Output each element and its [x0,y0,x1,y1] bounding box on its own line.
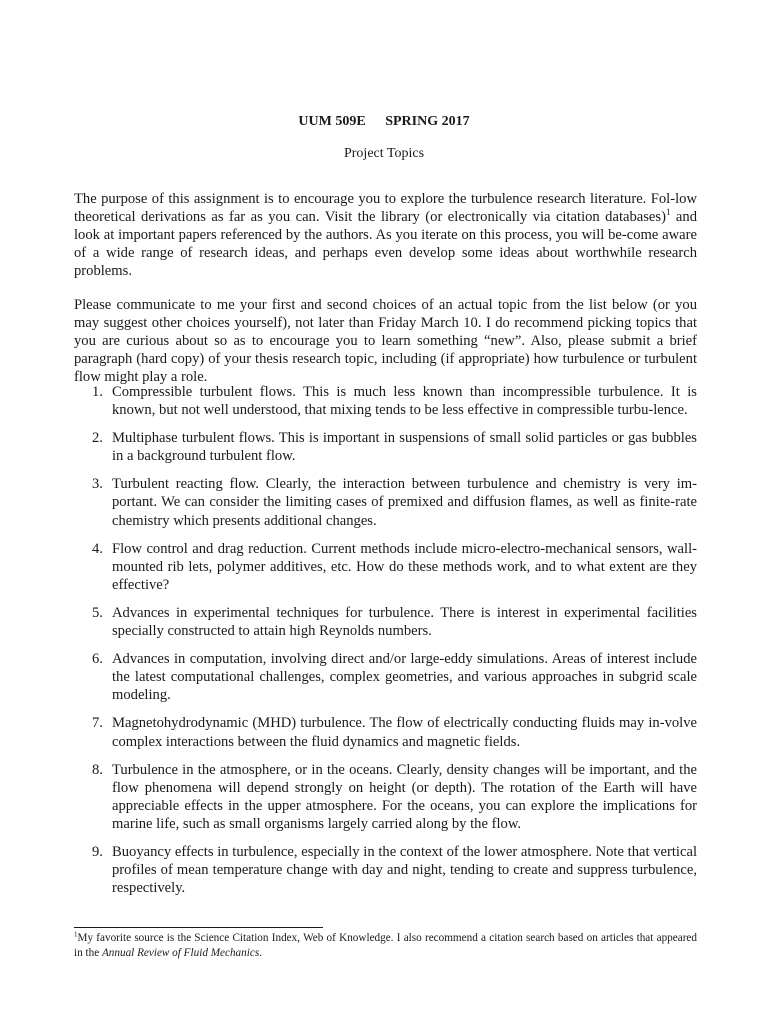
topic-item [74,843,697,897]
intro-paragraph-1-text-b: and look at important papers referenced by the authors. As you iterate on this process, you will be-come aware of a wide range of research ideas, and perhaps even develop some ideas about worthwhile research problems. [74,209,697,280]
footnote-text-b: . [259,947,262,959]
topic-number: 8. [92,761,103,778]
topic-text: Compressible turbulent flows. This is much less known than incompressible turbulence. It is known, but not well understood, that mixing tends to be less effective in compressible turbu-lence. [112,384,697,419]
topic-item [74,475,697,529]
intro-paragraph-2: Please communicate to me your first and second choices of an actual topic from the list below (or you may suggest other choices yourself), not later than Friday March 10. I do recommend picking topics that you are curious about so as to encourage you to learn something “new”. Also, please submit a brief paragraph (hard copy) of your thesis research topic, including (if appropriate) how turbulence or turbulent flow might play a role. [74,297,697,386]
topic-text: Advances in computation, involving direct and/or large-eddy simulations. Areas of interest include the latest computational challenges, complex geometries, and various approaches in subgrid scale modeling. [112,651,697,704]
topic-item [74,650,697,704]
topic-item [74,383,697,419]
topic-number: 5. [92,604,103,621]
topic-number: 4. [92,540,103,557]
topic-number: 7. [92,715,103,732]
topic-text: Multiphase turbulent flows. This is important in suspensions of small solid particles or gas bubbles in a background turbulent flow. [112,430,697,465]
topic-number: 1. [92,384,103,400]
topic-item [74,429,697,465]
topic-text: Magnetohydrodynamic (MHD) turbulence. The flow of electrically conducting fluids may in-volve complex interactions between the fluid dynamics and magnetic fields. [112,715,697,750]
topic-number: 9. [92,843,103,860]
course-header [0,114,768,130]
topic-number: 6. [92,651,103,668]
topic-text: Buoyancy effects in turbulence, especially in the context of the lower atmosphere. Note that vertical profiles of mean temperature change with day and night, tending to create and suppress turbulence, respectively. [112,843,697,897]
topic-number: 3. [92,476,103,493]
topic-list [74,383,697,907]
page-subtitle: Project Topics [343,146,425,161]
footnote-reference: 1 [665,207,671,218]
footnote-journal: Annual Review of Fluid Mechanics [101,947,260,959]
topic-item [74,714,697,750]
topic-item [74,604,697,640]
footnote-text-a: My favorite source is the Science Citation Index, Web of Knowledge. I also recommend a citation search based on articles that appeared in the [74,932,697,959]
topic-item [74,761,697,833]
topic-text: Turbulence in the atmosphere, or in the oceans. Clearly, density changes will be important, and the flow phenomena will depend strongly on height (or depth). The rotation of the Earth will have appreciable effects in the upper atmosphere. For the oceans, you can explore the implications for marine life, such as small organisms largely carried along by the flow. [112,761,697,832]
footnote [74,931,697,961]
topic-text: Flow control and drag reduction. Current methods include micro-electro-mechanical sensors, wall-mounted rib lets, polymer additives, etc. How do these methods work, and to what extent are they effective? [112,540,697,593]
topic-text: Turbulent reacting flow. Clearly, the interaction between turbulence and chemistry is very im-portant. We can consider the limiting cases of premixed and diffusion flames, as well as finite-rate chemistry which presents additional changes. [112,476,697,529]
topic-text: Advances in experimental techniques for turbulence. There is interest in experimental facilities specially constructed to attain high Reynolds numbers. [112,604,697,640]
footnote-mark: 1 [74,930,78,939]
topic-number: 2. [92,430,103,447]
intro-paragraph-1 [74,190,697,280]
course-code: UUM 509E [298,114,366,129]
footnote-divider [74,927,323,928]
topic-item [74,540,697,594]
intro-paragraph-1-text-a: The purpose of this assignment is to encourage you to explore the turbulence research literature. Fol-low theoretical derivations as far as you can. Visit the library (or electronically via citation databases) [74,191,697,226]
course-term: SPRING 2017 [385,114,470,129]
